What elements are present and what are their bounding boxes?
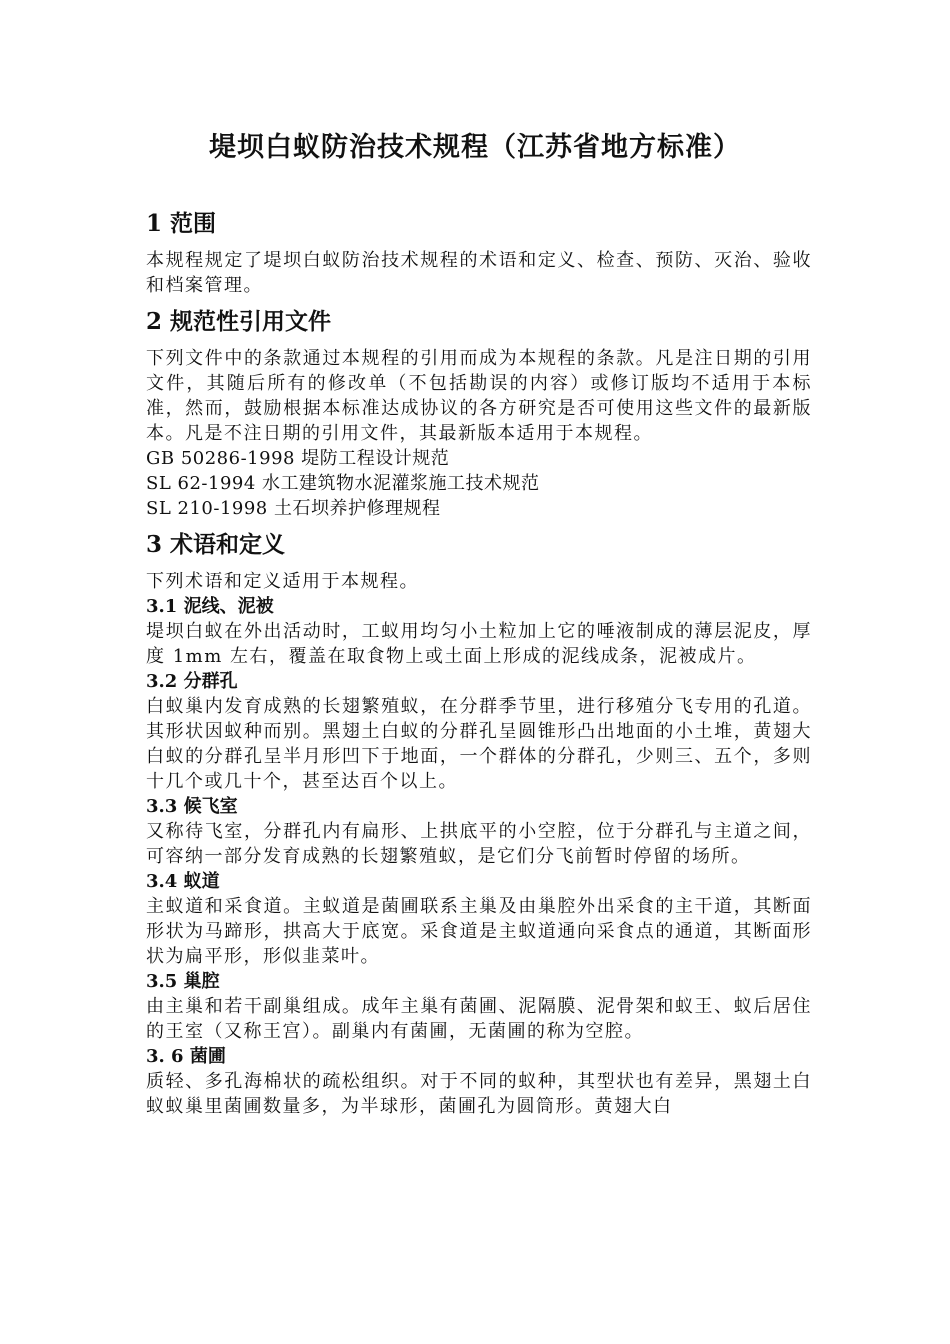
section-1-heading: 1 范围 bbox=[146, 210, 217, 237]
term-heading: 3.1 泥线、泥被 bbox=[146, 596, 274, 617]
section-3-heading: 3 术语和定义 bbox=[146, 531, 286, 558]
section-2-heading: 2 规范性引用文件 bbox=[146, 308, 332, 335]
term-text: 又称待飞室，分群孔内有扁形、上拱底平的小空腔，位于分群孔与主道之间，可容纳一部分发育成熟的长翅繁殖蚁，是它们分飞前暂时停留的场所。 bbox=[146, 821, 812, 867]
term-text: 由主巢和若干副巢组成。成年主巢有菌圃、泥隔膜、泥骨架和蚁王、蚁后居住的王室（又称王宫）。副巢内有菌圃，无菌圃的称为空腔。 bbox=[146, 996, 812, 1042]
term-heading: 3.4 蚁道 bbox=[146, 871, 220, 892]
document-body bbox=[146, 206, 812, 1119]
term-text: 质轻、多孔海棉状的疏松组织。对于不同的蚁种，其型状也有差异，黑翅土白蚁蚁巢里菌圃数量多，为半球形，菌圃孔为圆筒形。黄翅大白 bbox=[146, 1071, 812, 1117]
term-text: 堤坝白蚁在外出活动时，工蚁用均匀小土粒加上它的唾液制成的薄层泥皮，厚度 1mm 左右，覆盖在取食物上或土面上形成的泥线成条，泥被成片。 bbox=[146, 621, 812, 667]
section-3-intro: 下列术语和定义适用于本规程。 bbox=[146, 571, 419, 592]
reference-item: SL 62-1994 水工建筑物水泥灌浆施工技术规范 bbox=[146, 473, 540, 494]
term-text: 主蚁道和采食道。主蚁道是菌圃联系主巢及由巢腔外出采食的主干道，其断面形状为马蹄形，拱高大于底宽。采食道是主蚁道通向采食点的通道，其断面形状为扁平形，形似韭菜叶。 bbox=[146, 896, 812, 967]
term-text: 白蚁巢内发育成熟的长翅繁殖蚁，在分群季节里，进行移殖分飞专用的孔道。其形状因蚁种而别。黑翅土白蚁的分群孔呈圆锥形凸出地面的小土堆，黄翅大白蚁的分群孔呈半月形凹下于地面，一个群体的分群孔，少则三、五个，多则十几个或几十个，甚至达百个以上。 bbox=[146, 696, 812, 792]
term-heading: 3.5 巢腔 bbox=[146, 971, 220, 992]
document-title: 堤坝白蚁防治技术规程（江苏省地方标准） bbox=[209, 132, 741, 163]
term-heading: 3. 6 菌圃 bbox=[146, 1046, 226, 1067]
reference-item: SL 210-1998 土石坝养护修理规程 bbox=[146, 498, 441, 519]
term-heading: 3.2 分群孔 bbox=[146, 671, 238, 692]
reference-item: GB 50286-1998 堤防工程设计规范 bbox=[146, 448, 450, 469]
section-1-text: 本规程规定了堤坝白蚁防治技术规程的术语和定义、检查、预防、灭治、验收和档案管理。 bbox=[146, 250, 812, 296]
term-heading: 3.3 候飞室 bbox=[146, 796, 238, 817]
section-2-text: 下列文件中的条款通过本规程的引用而成为本规程的条款。凡是注日期的引用文件，其随后所有的修改单（不包括勘误的内容）或修订版均不适用于本标准，然而，鼓励根据本标准达成协议的各方研究是否可使用这些文件的最新版本。凡是不注日期的引用文件，其最新版本适用于本规程。 bbox=[146, 348, 812, 444]
